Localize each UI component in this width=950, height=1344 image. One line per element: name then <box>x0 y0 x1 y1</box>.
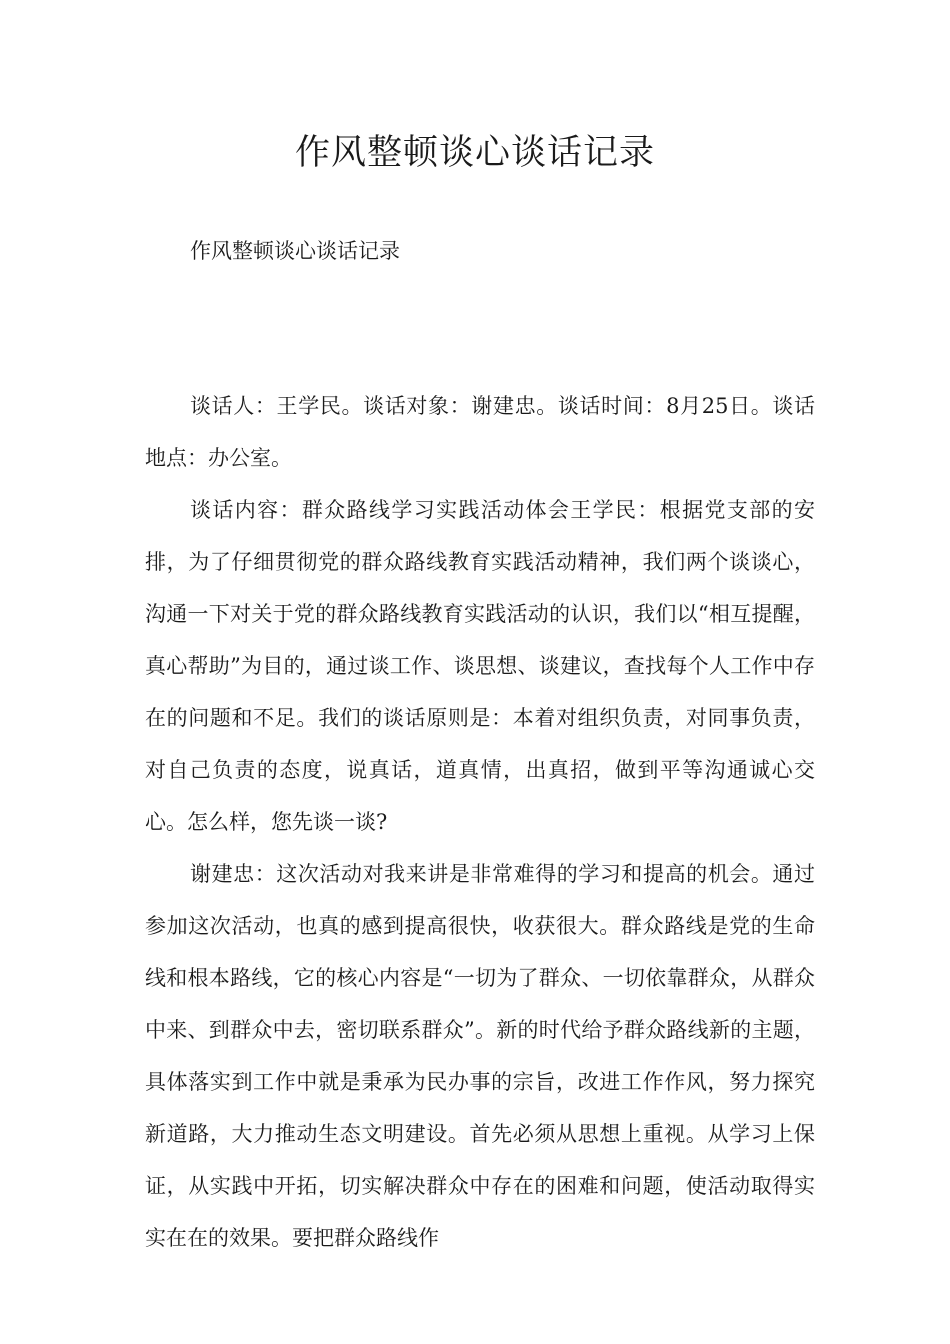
document-title: 作风整顿谈心谈话记录 <box>294 133 655 173</box>
document-subtitle: 作风整顿谈心谈话记录 <box>190 239 400 263</box>
paragraph-meeting-info: 谈话人：王学民。谈话对象：谢建忠。谈话时间：8月25日。谈话地点：办公室。 <box>145 394 815 470</box>
paragraph-wang-xuemin: 谈话内容：群众路线学习实践活动体会王学民：根据党支部的安排，为了仔细贯彻党的群众路线教育实践活动精神，我们两个谈谈心，沟通一下对关于党的群众路线教育实践活动的认识，我们以“相互提醒，真心帮助”为目的，通过谈工作、谈思想、谈建议，查找每个人工作中存在的问题和不足。我们的谈话原则是：本着对组织负责，对同事负责，对自己负责的态度，说真话，道真情，出真招，做到平等沟通诚心交心。怎么样，您先谈一谈? <box>145 498 815 834</box>
document-body <box>145 380 815 1264</box>
paragraph-xie-jianzhong: 谢建忠：这次活动对我来讲是非常难得的学习和提高的机会。通过参加这次活动，也真的感到提高很快，收获很大。群众路线是党的生命线和根本路线，它的核心内容是“一切为了群众、一切依靠群众，从群众中来、到群众中去，密切联系群众”。新的时代给予群众路线新的主题，具体落实到工作中就是秉承为民办事的宗旨，改进工作作风，努力探究新道路，大力推动生态文明建设。首先必须从思想上重视。从学习上保证，从实践中开拓，切实解决群众中存在的困难和问题，使活动取得实实在在的效果。要把群众路线作 <box>145 862 815 1250</box>
